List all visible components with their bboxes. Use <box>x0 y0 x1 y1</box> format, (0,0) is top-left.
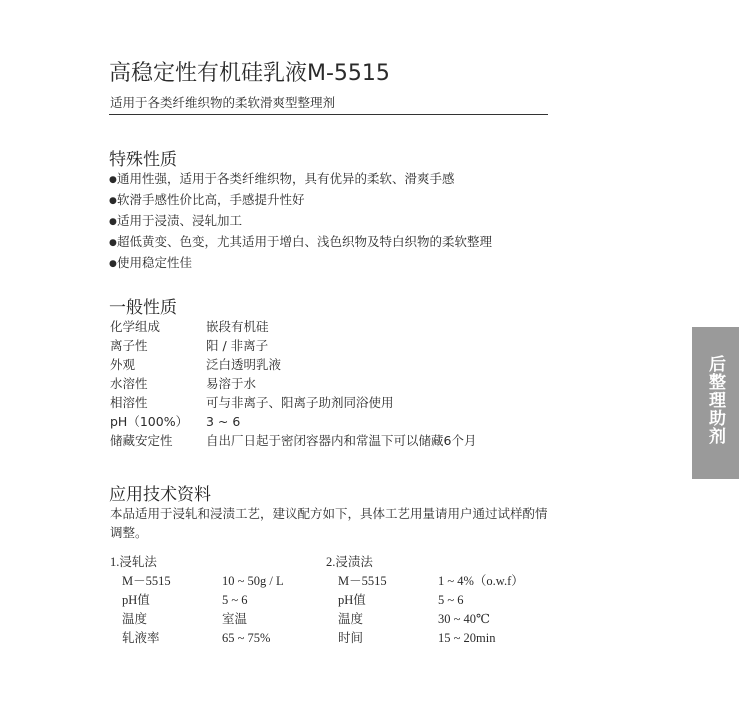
title-divider <box>109 114 548 115</box>
property-value: 泛白透明乳液 <box>206 357 282 372</box>
application-heading: 应用技术资料 <box>109 485 211 505</box>
table-row: pH值 5 ~ 6 <box>338 593 464 607</box>
application-text: 本品适用于浸轧和浸渍工艺，建议配方如下，具体工艺用量请用户通过试样酌情调整。 <box>110 506 548 540</box>
special-list <box>109 169 492 274</box>
list-item: ● 使用稳定性佳 <box>109 253 492 274</box>
property-row <box>110 317 476 336</box>
property-value: 嵌段有机硅 <box>206 319 269 334</box>
property-key: 水溶性 <box>110 376 148 391</box>
method2-block <box>326 553 546 648</box>
table-row: 温度 30 ~ 40℃ <box>338 612 490 626</box>
category-side-tab <box>692 327 739 479</box>
method1-title: 1.浸轧法 <box>110 555 157 569</box>
list-item: ● 软滑手感性价比高，手感提升性好 <box>109 190 492 211</box>
property-row <box>110 412 476 431</box>
method2-title: 2.浸渍法 <box>326 555 373 569</box>
property-value: 易溶于水 <box>206 376 257 391</box>
table-row: pH值 5 ~ 6 <box>122 593 248 607</box>
special-heading: 特殊性质 <box>109 150 177 170</box>
property-key: 储藏安定性 <box>110 433 173 448</box>
property-row <box>110 431 476 450</box>
property-row <box>110 393 476 412</box>
table-row: 轧液率 65 ~ 75% <box>122 631 271 645</box>
list-item: ● 通用性强，适用于各类纤维织物，具有优异的柔软、滑爽手感 <box>109 169 492 190</box>
list-item: ● 超低黄变、色变，尤其适用于增白、浅色织物及特白织物的柔软整理 <box>109 232 492 253</box>
table-row: M－5515 10 ~ 50g / L <box>122 574 284 588</box>
property-key: 离子性 <box>110 338 148 353</box>
list-item: ● 适用于浸渍、浸轧加工 <box>109 211 492 232</box>
property-value: 自出厂日起于密闭容器内和常温下可以储藏6个月 <box>206 433 477 448</box>
page-title: 高稳定性有机硅乳液M-5515 <box>109 61 390 86</box>
general-heading: 一般性质 <box>109 298 177 318</box>
table-row: M－5515 1 ~ 4%（o.w.f） <box>338 574 524 588</box>
property-key: pH（100%） <box>110 414 189 429</box>
table-row: 温度 室温 <box>122 612 248 626</box>
property-row <box>110 355 476 374</box>
property-row <box>110 336 476 355</box>
general-properties <box>110 317 476 450</box>
property-row <box>110 374 476 393</box>
property-value: 可与非离子、阳离子助剂同浴使用 <box>206 395 394 410</box>
page-subtitle: 适用于各类纤维织物的柔软滑爽型整理剂 <box>110 95 336 110</box>
category-side-tab-label: 后整理助剂 <box>705 355 725 445</box>
method1-block <box>110 553 310 648</box>
property-value: 3 ~ 6 <box>206 414 241 429</box>
table-row: 时间 15 ~ 20min <box>338 631 496 645</box>
property-key: 外观 <box>110 357 136 372</box>
property-key: 化学组成 <box>110 319 161 334</box>
property-value: 阳 / 非离子 <box>206 338 269 353</box>
property-key: 相溶性 <box>110 395 148 410</box>
